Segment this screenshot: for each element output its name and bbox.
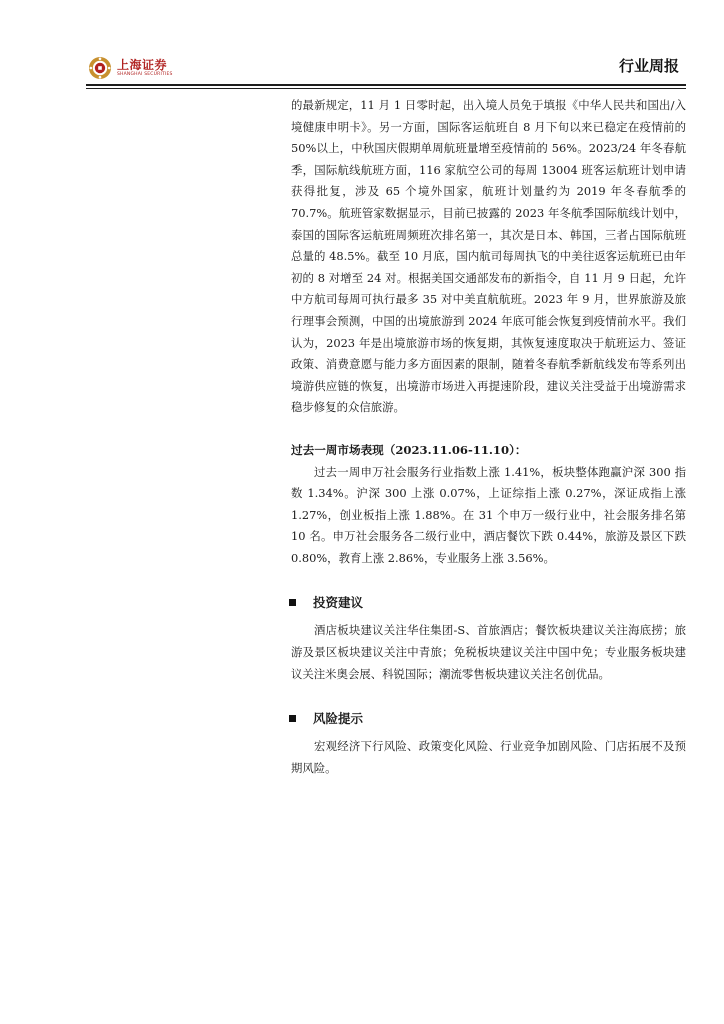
logo-name-en: SHANGHAI SECURITIES (117, 72, 173, 77)
investment-advice-paragraph: 酒店板块建议关注华住集团-S、首旅酒店；餐饮板块建议关注海底捞；旅游及景区板块建议关注中青旅；免税板块建议关注中国中免；专业服务板块建议关注米奥会展、科锐国际；潮流零售板块建议关注名创优品。 (291, 623, 686, 681)
report-type-label: 行业周报 (618, 57, 679, 75)
investment-advice-heading (289, 590, 686, 614)
market-performance-paragraph: 过去一周申万社会服务行业指数上涨 1.41%，板块整体跑赢沪深 300 指数 1.34%。沪深 300 上涨 0.07%，上证综指上涨 0.27%，深证成指上涨 1.27%，创业板指上涨 1.88%。在 31 个申万一级行业中，社会服务排名第 10 名。申万社会服务各二级行业中，酒店餐饮下跌 0.44%，旅游及景区下跌 0.80%，教育上涨 2.86%，专业服务上涨 3.56%。 (291, 464, 686, 565)
investment-advice-title: 投资建议 (313, 595, 364, 611)
market-performance-title: 过去一周市场表现（2023.11.06-11.10）： (291, 442, 527, 457)
risk-warning-title: 风险提示 (313, 711, 364, 727)
risk-warning-heading (289, 706, 686, 730)
square-bullet-icon (289, 715, 296, 722)
intro-paragraph: 的最新规定，11 月 1 日零时起，出入境人员免于填报《中华人民共和国出/入境健康申明卡》。另一方面，国际客运航班自 8 月下旬以来已稳定在疫情前的 50%以上，中秋国庆假期单周航班量增至疫情前的 56%。2023/24 年冬春航季，国际航线航班方面，116 家航空公司的每周 13004 班客运航班计划申请获得批复，涉及 65 个境外国家，航班计划量约为 2019 年冬春航季的 70.7%。航班管家数据显示，目前已披露的 2023 年冬航季国际航线计划中，泰国的国际客运航班周频班次排名第一，其次是日本、韩国，三者占国际航班总量的 48.5%。截至 10 月底，国内航司每周执飞的中美往返客运航班已由年初的 8 对增至 24 对。根据美国交通部发布的新指令，自 11 月 9 日起，允许中方航司每周可执行最多 35 对中美直航航班。2023 年 9 月，世界旅游及旅行理事会预测，中国的出境旅游到 2024 年底可能会恢复到疫情前水平。我们认为，2023 年是出境旅游市场的恢复期，其恢复速度取决于航班运力、签证政策、消费意愿与能力多方面因素的限制，随着冬春航季新航线发布等系列出境游供应链的恢复，出境游市场进入再提速阶段，建议关注受益于出境游需求稳步修复的众信旅游。 (291, 98, 686, 415)
main-content (291, 95, 686, 779)
header-rule-thin (86, 88, 686, 89)
page-header (0, 0, 724, 100)
company-logo (88, 56, 173, 80)
logo-name-cn: 上海证券 (117, 58, 168, 72)
square-bullet-icon (289, 599, 296, 606)
header-rule-thick (86, 84, 686, 86)
shanghai-securities-logo-icon (88, 56, 112, 80)
risk-warning-paragraph: 宏观经济下行风险、政策变化风险、行业竞争加剧风险、门店拓展不及预期风险。 (291, 739, 686, 775)
